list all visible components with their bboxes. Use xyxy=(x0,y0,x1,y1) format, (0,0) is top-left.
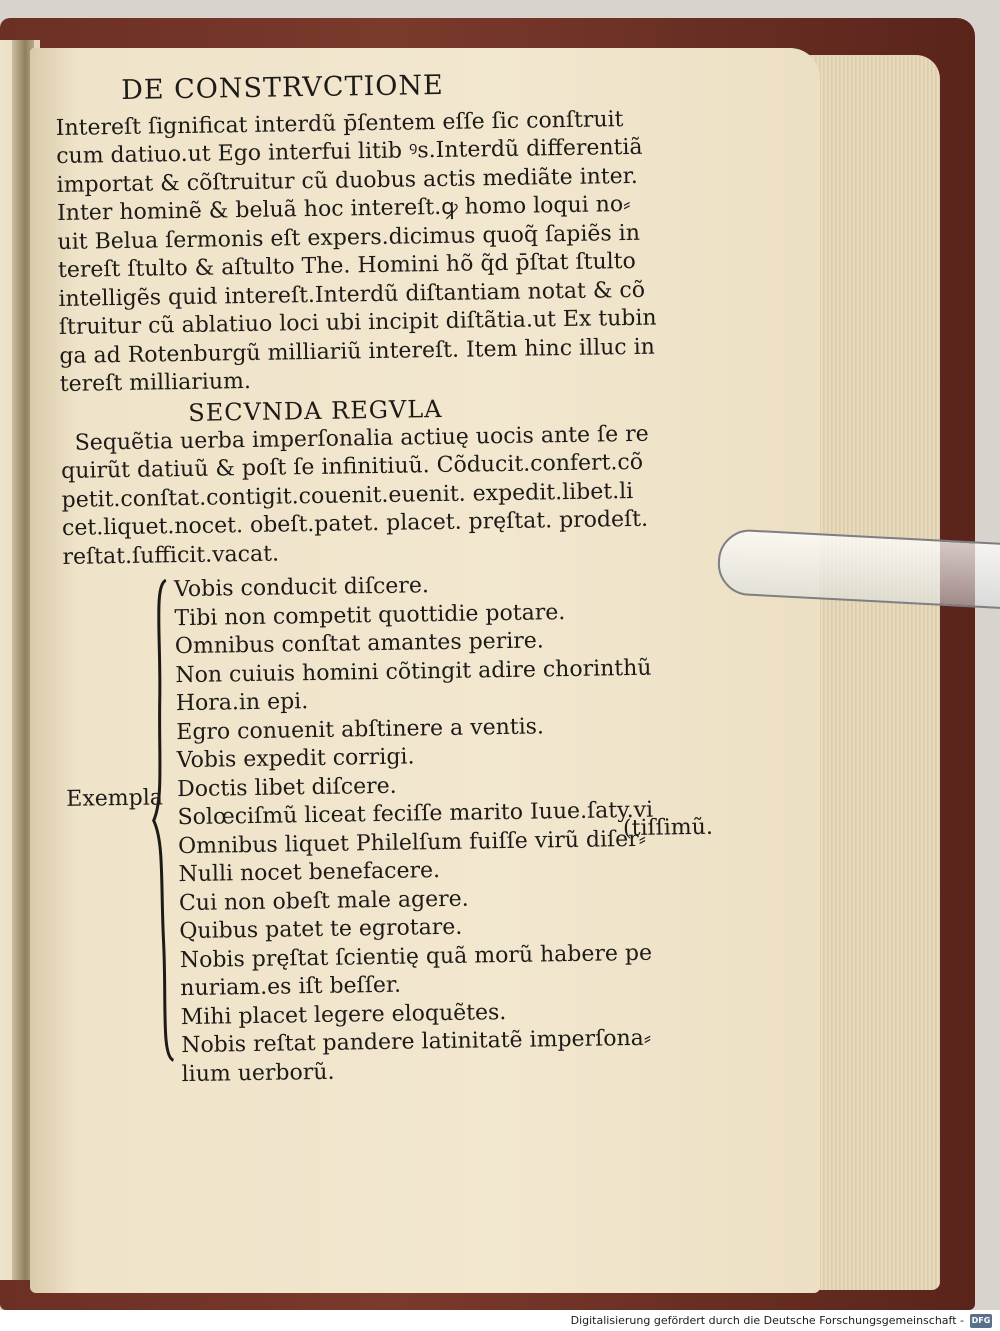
dfg-logo-icon: DFG xyxy=(970,1314,992,1328)
example-line: Nobis pręſtat ſcientię quã morũ habere pe xyxy=(179,940,653,973)
examples-label: Exempla xyxy=(66,785,164,812)
example-line: Solœciſmũ liceat feciſſe marito Iuue.ſaty.vi xyxy=(177,797,654,831)
example-line: Doctis libet diſcere. xyxy=(176,773,397,802)
example-line: lium uerborũ. xyxy=(181,1059,335,1087)
intro-paragraph xyxy=(55,106,657,400)
example-line: Egro conuenit abſtinere a ventis. xyxy=(176,713,545,745)
example-line: Mihi placet legere eloquẽtes. xyxy=(180,999,507,1030)
example-line: Hora.in epi. xyxy=(175,689,309,717)
example-line: Nulli nocet benefacere. xyxy=(178,858,441,888)
rule-line: petit.conſtat.contigit.couenit.euenit. expedit.libet.li xyxy=(61,478,634,513)
paragraph-line: ſtruitur cũ ablatiuo loci ubi incipit diſtãtia.ut Ex tubin xyxy=(58,305,657,340)
example-line: Tibi non competit quottidie potare. xyxy=(174,599,566,631)
rule-paragraph xyxy=(60,421,649,572)
rule-line: reſtat.ſufficit.vacat. xyxy=(62,541,280,570)
example-line: Vobis conducit diſcere. xyxy=(173,573,430,603)
paragraph-line: uit Belua ſermonis eſt expers.dicimus quoq̃ ſapiẽs in xyxy=(57,220,641,255)
example-line: Nobis reſtat pandere latinitatẽ imperſona⸗ xyxy=(181,1025,652,1059)
paragraph-line: Inter hominẽ & beluã hoc intereſt.ꝙ homo loqui no⸗ xyxy=(56,191,631,226)
section-heading: SECVNDA REGVLA xyxy=(188,394,443,427)
examples-list xyxy=(158,569,654,1089)
paragraph-line: Intereſt ſignificat interdũ p̄ſentem eſſe ſic conſtruit xyxy=(55,106,624,141)
example-line: Vobis expedit corrigi. xyxy=(176,744,415,774)
paragraph-line: ga ad Rotenburgũ milliariũ intereſt. Item hinc illuc in xyxy=(59,334,656,369)
examples-block xyxy=(66,569,714,1089)
example-line: nuriam.es iſt beſſer. xyxy=(180,972,402,1002)
paragraph-line: tereſt milliarium. xyxy=(59,368,252,397)
running-head: DE CONSTRVCTIONE xyxy=(120,69,444,106)
example-line: Non cuiuis homini cõtingit adire chorinthũ xyxy=(175,655,652,688)
example-line: Omnibus conſtat amantes perire. xyxy=(174,628,545,660)
rule-line: cet.liquet.nocet. obeſt.patet. placet. pręſtat. prodeſt. xyxy=(61,506,649,541)
footer-bar xyxy=(0,1310,1000,1331)
paragraph-line: tereſt ſtulto & aſtulto The. Homini hõ q̃d p̄ſtat ſtulto xyxy=(57,248,636,283)
example-line: Quibus patet te egrotare. xyxy=(179,914,463,945)
example-line: Cui non obeſt male agere. xyxy=(178,886,469,916)
footer-credit: Digitalisierung gefördert durch die Deutsche Forschungsgemeinschaft - xyxy=(570,1314,964,1327)
examples-aside: (tiſſimũ. xyxy=(622,814,714,842)
page-text xyxy=(55,69,714,1091)
example-line: Omnibus liquet Philelſum fuiſſe virũ diſer⸗ xyxy=(177,826,647,859)
rule-line: quirũt datiuũ & poſt ſe infinitiuũ. Cõducit.confert.cõ xyxy=(60,449,644,484)
paragraph-line: importat & cõſtruitur cũ duobus actis mediãte inter. xyxy=(56,163,638,198)
rule-line: Sequẽtia uerba imperſonalia actiuę uocis ante ſe re xyxy=(74,421,649,456)
paragraph-line: cum datiuo.ut Ego interfui litib ꝰs.Interdũ differentiã xyxy=(56,134,643,169)
paragraph-line: intelligẽs quid intereſt.Interdũ diſtantiam notat & cõ xyxy=(58,277,646,312)
